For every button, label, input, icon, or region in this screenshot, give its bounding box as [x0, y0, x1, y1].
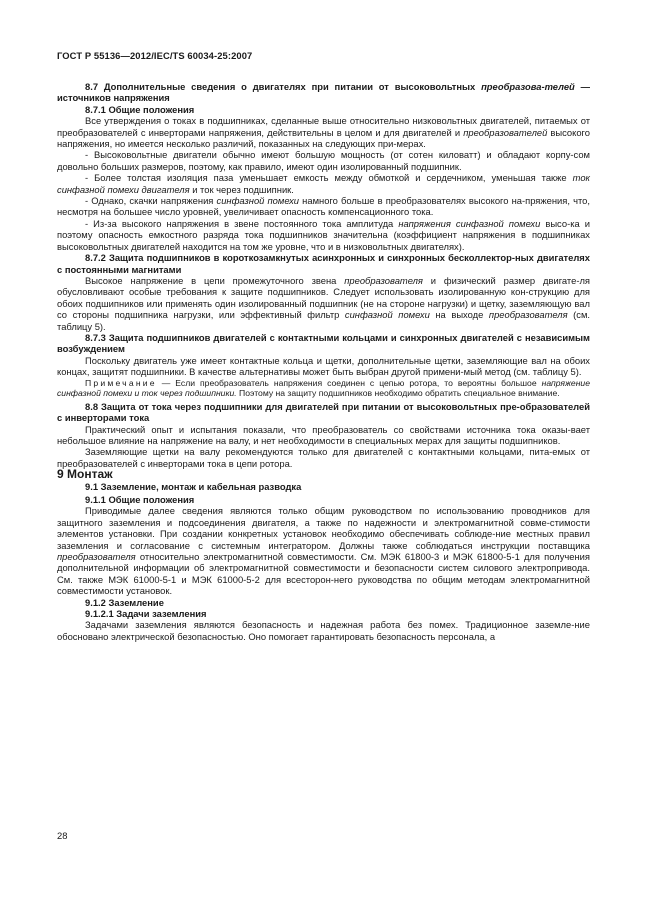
section-9-title: 9 Монтаж — [57, 467, 113, 482]
paragraph: Задачами заземления являются безопасность и надежная работа без помех. Традиционное заземле-ние обосновано электрической безопасностью. Оно помогает гарантировать безопасность персонала, а — [57, 619, 590, 642]
paragraph: - Более толстая изоляция паза уменьшает емкость между обмоткой и сердечником, уменьшая также ток синфазной помехи двигателя и ток через подшипник. — [57, 172, 590, 195]
heading-9-1-2-1: 9.1.2.1 Задачи заземления — [85, 608, 207, 620]
heading-8-7: 8.7 Дополнительные сведения о двигателях при питании от высоковольтных преобразова-телей — источников напряжения — [57, 81, 591, 104]
note: Примечание — Если преобразователь напряжения соединен с цепью ротора, то вероятны большое напряжение синфазной помехи и ток через подшипники. Поэтому на защиту подшипников необходимо обратить специальное внимание. — [57, 377, 590, 399]
paragraph: - Однако, скачки напряжения синфазной помехи намного больше в преобразователях высокого на-пряжения, что, несмотря на большее число уровней, увеличивает опасность компенсационного тока. — [57, 195, 590, 218]
paragraph: Все утверждения о токах в подшипниках, сделанные выше относительно низковольтных двигателей, питаемых от преобразователей с инверторами напряжения, действительны в целом и для двигателей и преобразователей высокого напряжения, но имеется несколько различий, показанных на следующих при-мерах. — [57, 115, 590, 150]
page-content — [57, 81, 590, 642]
paragraph: Приводимые далее сведения являются только общим руководством по использованию проводников для защитного заземления и подсоединения двигателя, а также по надежности и электромагнитной совме-стимости элементов установки. При создании конкретных установок необходимо обеспечивать соблюде-ние местных правил заземления и согласование с системным интегратором. Должны также соблюдаться инструкции поставщика преобразователя относительно электромагнитной совместимости. См. МЭК 61800-3 и МЭК 61800-5-1 для получения дополнительной информации об электромагнитной совместимости и безопасности систем силового электропривода. См. также МЭК 61000-5-1 и МЭК 61000-5-2 для всесторон-него руководства по общим методам электромагнитной совместимости установок. — [57, 505, 590, 597]
paragraph: - Высоковольтные двигатели обычно имеют большую мощность (от сотен киловатт) и обладают корпу-сом довольно больших размеров, поэтому, как правило, имеют один изолированный подшипник. — [57, 149, 590, 172]
heading-8-8: 8.8 Защита от тока через подшипники для двигателей при питании от высоковольтных пре-образователей с инверторами тока — [57, 400, 590, 424]
paragraph: Поскольку двигатель уже имеет контактные кольца и щетки, дополнительные щетки, заземляющие вал на обоих концах, защитят подшипники. В качестве альтернативы может быть выбран другой примени-мый метод (см. таблицу 5). — [57, 354, 590, 378]
heading-9-1-1: 9.1.1 Общие положения — [85, 494, 195, 505]
heading-8-7-1: 8.7.1 Общие положения — [85, 103, 195, 115]
heading-8-7-2: 8.7.2 Защита подшипников в короткозамкнутых асинхронных и синхронных бесколлектор-ных двигателях с постоянными магнитами — [57, 252, 590, 275]
paragraph: Высокое напряжение в цепи промежуточного звена преобразователя и физический размер двигате-ля обусловливают особые требования к защите подшипников. Следует использовать изолированную кон-струкцию для обоих подшипников или применять один изолированный подшипник (не на стороне нагрузки) и щетку, заземляющую вал со стороны подшипника нагрузки, или эффективный фильтр синфазной помехи на выходе преобразователя (см. таблицу 5). — [57, 274, 591, 332]
paragraph: Заземляющие щетки на валу рекомендуются только для двигателей с контактными кольцами, пита-емых от преобразователей с инверторами тока в цепи ротора. — [57, 446, 590, 469]
heading-8-7-3: 8.7.3 Защита подшипников двигателей с контактными кольцами и синхронных двигателей с независимым возбуждением — [57, 331, 590, 355]
heading-9-1-2: 9.1.2 Заземление — [85, 596, 164, 608]
page-header: ГОСТ Р 55136—2012/IEC/TS 60034-25:2007 — [57, 50, 253, 61]
paragraph: - Из-за высокого напряжения в звене постоянного тока амплитуда напряжения синфазной помехи высо-ка и поэтому опасность емкостного разряда тока подшипников значительна (коэффициент напряжения в подшипниках высоковольтных двигателей находится на том же уровне, что и в низковольтных двигателях). — [57, 217, 590, 252]
note-label: Примечание — [85, 377, 157, 388]
paragraph: Практический опыт и испытания показали, что преобразователь со свойствами источника тока оказы-вает небольшое влияние на напряжение на валу, и нет необходимости в специальных мерах для защиты подшипников. — [57, 423, 590, 446]
page-number: 28 — [57, 830, 68, 841]
heading-9-1: 9.1 Заземление, монтаж и кабельная разводка — [85, 480, 302, 492]
